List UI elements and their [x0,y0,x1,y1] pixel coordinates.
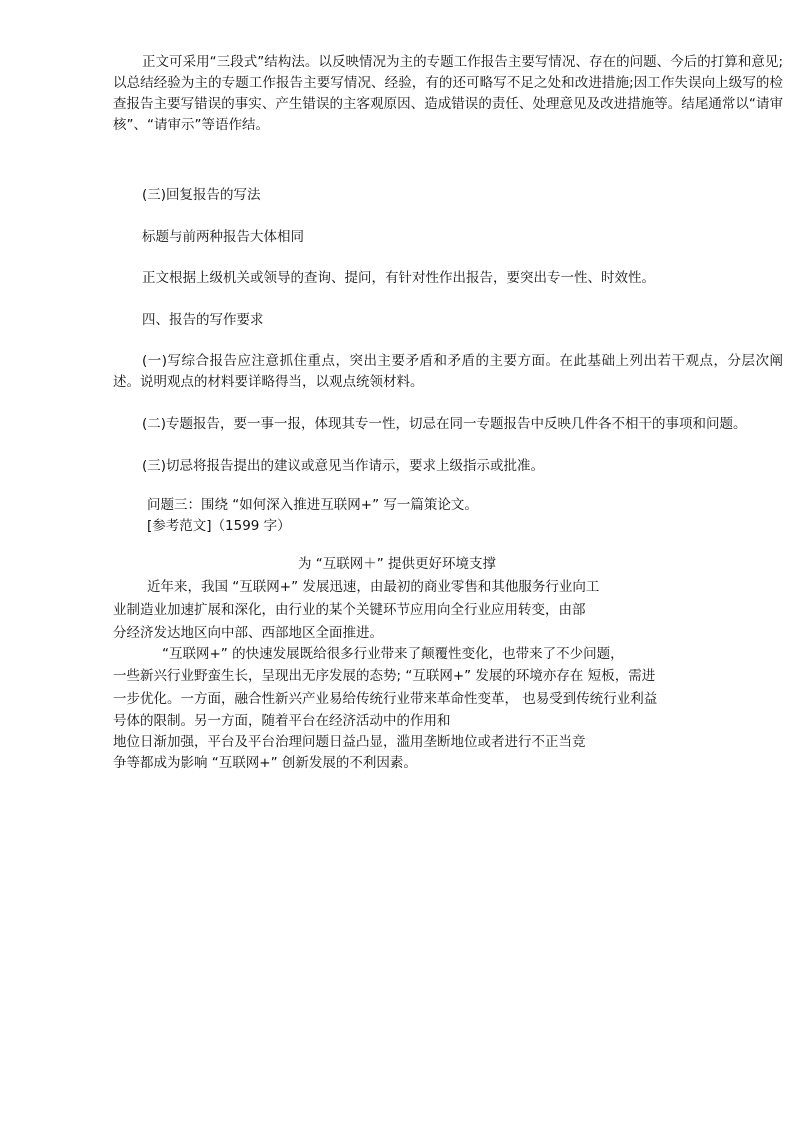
essay-line: 争等都成为影响 “互联网+” 创新发展的不利因素。 [113,755,417,771]
essay-line: 分经济发达地区向中部、西部地区全面推进。 [113,625,383,641]
paragraph-requirement-1: (一)写综合报告应注意抓住重点，突出主要矛盾和矛盾的主要方面。在此基础上列出若干观点，分层次阐述。说明观点的材料要详略得当，以观点统领材料。 [113,353,783,390]
paragraph-title-note: 标题与前两种报告大体相同 [142,229,304,245]
essay-line: 一步优化。一方面，融合性新兴产业易给传统行业带来革命性变革， 也易受到传统行业利益 [113,691,658,707]
paragraph-requirement-2: (二)专题报告，要一事一报，体现其专一性，切忌在同一专题报告中反映几件各不相干的事项和问题。 [142,416,747,432]
question-prompt: 问题三：围绕 “如何深入推进互联网+” 写一篇策论文。 [147,497,478,513]
essay-line: 业制造业加速扩展和深化，由行业的某个关键环节应用向全行业应用转变，由部 [113,602,586,618]
paragraph-requirement-3: (三)切忌将报告提出的建议或意见当作请示，要求上级指示或批准。 [142,458,545,474]
essay-line: 一些新兴行业野蛮生长，呈现出无序发展的态势; “互联网+” 发展的环境亦存在 短板，需进 [113,668,656,684]
essay-title: 为 “互联网＋” 提供更好环境支撑 [297,555,497,572]
reference-label: [参考范文]（1599 字） [147,518,291,534]
essay-line: 近年来，我国 “互联网+” 发展迅速，由最初的商业零售和其他服务行业向工 [147,579,600,595]
paragraph-reply-body: 正文根据上级机关或领导的查询、提问，有针对性作出报告，要突出专一性、时效性。 [142,270,655,286]
heading-writing-requirements: 四、报告的写作要求 [142,312,264,328]
essay-line: 号体的限制。另一方面，随着平台在经济活动中的作用和 [113,713,451,729]
essay-line: 地位日渐加强，平台及平台治理问题日益凸显，滥用垄断地位或者进行不正当竞 [113,734,586,750]
essay-line: “互联网+” 的快速发展既给很多行业带来了颠覆性变化，也带来了不少问题， [162,646,624,662]
paragraph-structure: 正文可采用“三段式”结构法。以反映情况为主的专题工作报告主要写情况、存在的问题、今后的打算和意见;以总结经验为主的专题工作报告主要写情况、经验，有的还可略写不足之处和改进措施;因工作失误向上级写的检查报告主要写错误的事实、产生错误的主客观原因、造成错误的责任、处理意见及改进措施等。结尾通常以“请审核”、“请审示”等语作结。 [113,54,783,133]
heading-reply-report: (三)回复报告的写法 [142,187,261,203]
